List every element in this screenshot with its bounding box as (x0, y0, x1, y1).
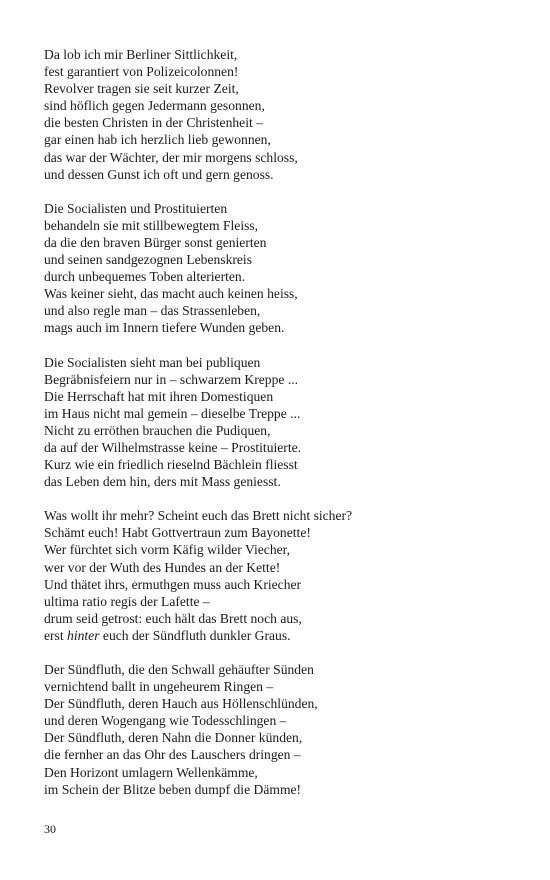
poem-line: und seinen sandgezognen Lebenskreis (44, 252, 252, 268)
poem-line: Die Herrschaft hat mit ihren Domestiquen (44, 388, 274, 404)
poem-line: sind höflich gegen Jedermann gesonnen, (44, 98, 265, 114)
poem-line: und also regle man – das Strassenleben, (44, 303, 261, 319)
page-number: 30 (44, 822, 56, 836)
poem-line: wer vor der Wuth des Hundes an der Kette! (44, 559, 281, 575)
stanza-3 (44, 354, 514, 491)
stanza-4 (44, 507, 514, 644)
poem-line: vernichtend ballt in ungeheurem Ringen – (44, 679, 274, 695)
poem-line: und deren Wogengang wie Todesschlingen – (44, 713, 287, 729)
poem-line: drum seid getrost: euch hält das Brett noch aus, (44, 610, 302, 626)
stanza-1 (44, 46, 514, 183)
poem-line: da die den braven Bürger sonst genierten (44, 234, 267, 250)
poem-line: Schämt euch! Habt Gottvertraun zum Bayonette! (44, 525, 311, 541)
poem-line: behandeln sie mit stillbewegtem Fleiss, (44, 217, 259, 233)
line-text: euch der Sündfluth dunkler Graus. (99, 627, 291, 643)
poem-line: Die Socialisten und Prostituierten (44, 200, 228, 216)
poem-line: das Leben dem hin, ders mit Mass geniesst. (44, 474, 281, 490)
poem-line: durch unbequemes Toben alterierten. (44, 269, 246, 285)
poem-line: Wer fürchtet sich vorm Käfig wilder Viecher, (44, 542, 291, 558)
poem-line: und dessen Gunst ich oft und gern genoss. (44, 166, 274, 182)
poem-line: Begräbnisfeiern nur in – schwarzem Kreppe ... (44, 371, 299, 387)
poem-line: Den Horizont umlagern Wellenkämme, (44, 764, 258, 780)
poem-line: gar einen hab ich herzlich lieb gewonnen, (44, 132, 271, 148)
poem-line: Der Sündfluth, deren Hauch aus Höllenschlünden, (44, 696, 318, 712)
poem-line: im Haus nicht mal gemein – dieselbe Treppe ... (44, 405, 301, 421)
poem-line: Der Sündfluth, die den Schwall gehäufter Sünden (44, 662, 314, 677)
poem-line: da auf der Wilhelmstrasse keine – Prostituierte. (44, 439, 302, 455)
poem-line: im Schein der Blitze beben dumpf die Dämme! (44, 781, 302, 797)
poem-line: fest garantiert von Polizeicolonnen! (44, 64, 239, 80)
poem-line: die fernher an das Ohr des Lauschers dringen – (44, 747, 301, 763)
poem-line: Kurz wie ein friedlich rieselnd Bächlein fliesst (44, 457, 298, 473)
poem-line: Der Sündfluth, deren Nahn die Donner künden, (44, 730, 303, 746)
emphasized-word: hinter (67, 627, 100, 643)
poem-line: das war der Wächter, der mir morgens schloss, (44, 149, 298, 165)
poem-text (44, 46, 514, 815)
poem-line: Die Socialisten sieht man bei publiquen (44, 354, 261, 370)
stanza-2 (44, 200, 514, 337)
stanza-5 (44, 661, 514, 798)
poem-line: ultima ratio regis der Lafette – (44, 593, 210, 609)
poem-line: Was keiner sieht, das macht auch keinen heiss, (44, 286, 298, 302)
line-text: erst (44, 627, 68, 643)
poem-line: Revolver tragen sie seit kurzer Zeit, (44, 81, 239, 97)
poem-line: Da lob ich mir Berliner Sittlichkeit, (44, 47, 238, 62)
poem-line: Was wollt ihr mehr? Scheint euch das Brett nicht sicher? (44, 508, 353, 524)
poem-line-with-emphasis (44, 627, 514, 644)
poem-line: die besten Christen in der Christenheit – (44, 115, 263, 131)
poem-line: Nicht zu erröthen brauchen die Pudiquen, (44, 422, 271, 438)
poem-line: mags auch im Innern tiefere Wunden geben. (44, 320, 285, 336)
poem-line: Und thätet ihrs, ermuthgen muss auch Kriecher (44, 576, 302, 592)
